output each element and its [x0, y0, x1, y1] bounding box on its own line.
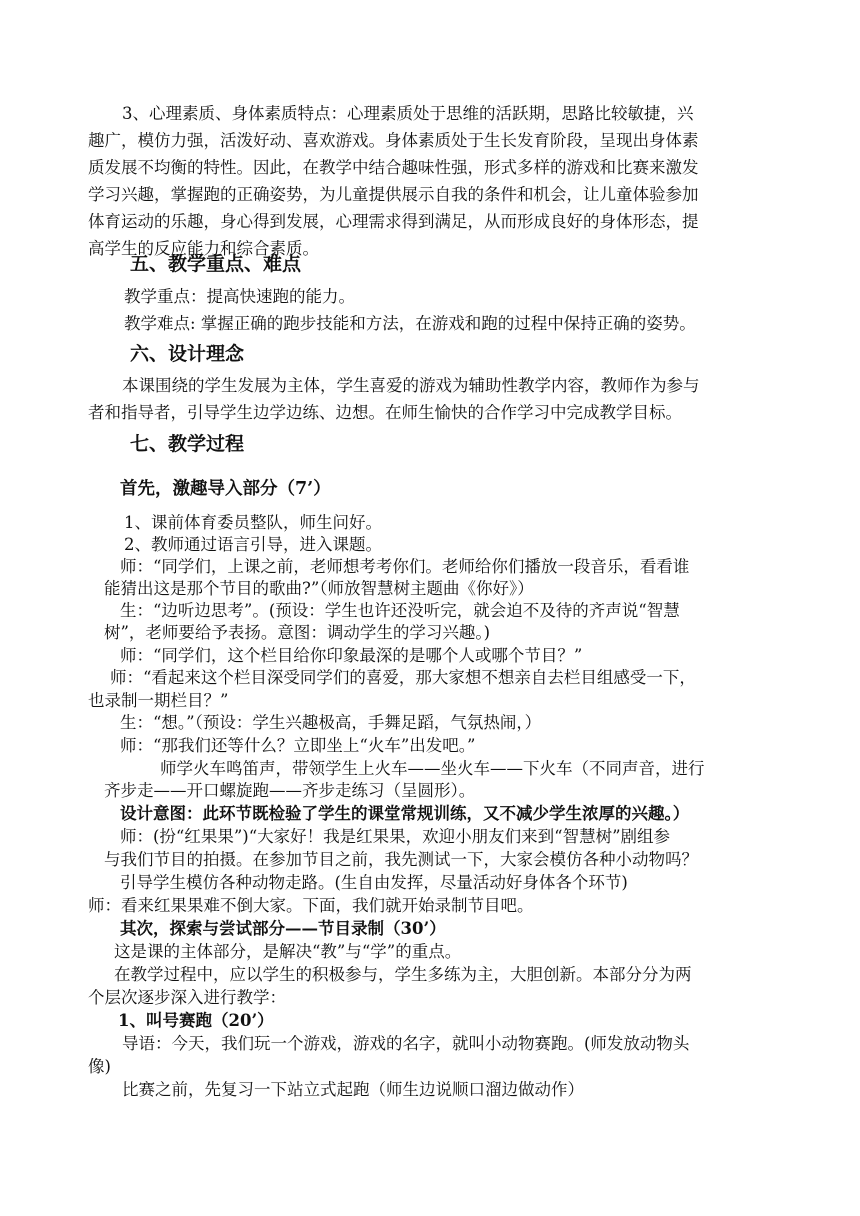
process-line-6: 树”，老师要给予表扬。意图：调动学生的学习兴趣。): [104, 623, 491, 642]
process-line-4: 能猜出这是那个节目的歌曲?”（师放智慧树主题曲《你好》）: [104, 579, 534, 598]
para3-line-2: 趣广，模仿力强，活泼好动、喜欢游戏。身体素质处于生长发育阶段，呈现出身体素: [88, 131, 699, 150]
part2-heading: 其次，探索与尝试部分——节目录制（30’）: [120, 919, 446, 938]
process2-line-3: 引导学生模仿各种动物走路。(生自由发挥，尽量活动好身体各个环节): [120, 873, 628, 892]
process-line-3: 师：“同学们，上课之前，老师想考考你们。老师给你们播放一段音乐，看看谁: [120, 557, 690, 576]
section5-focus: 教学重点：提高快速跑的能力。: [124, 287, 355, 306]
process2-line-2: 与我们节目的拍摄。在参加节目之前，我先测试一下，大家会模仿各种小动物吗？: [104, 850, 698, 869]
process-line-7: 师：“同学们，这个栏目给你印象最深的是哪个人或哪个节目？”: [120, 646, 583, 665]
process-line-10: 生：“想。”（预设：学生兴趣极高，手舞足蹈，气氛热闹，）: [120, 713, 542, 732]
design-intent: 设计意图：此环节既检验了学生的课堂常规训练，又不减少学生浓厚的兴趣。）: [120, 804, 690, 823]
section5-heading: 五、教学重点、难点: [130, 253, 302, 275]
process-line-13: 齐步走——开口螺旋跑——齐步走练习（呈圆形）。: [104, 781, 476, 800]
process-line-8: 师：“看起来这个栏目深受同学们的喜爱，那大家想不想亲自去栏目组感受一下，: [110, 668, 696, 687]
para3-line-6: 高学生的反应能力和综合素质。: [88, 239, 319, 258]
para3-line-1: 3、心理素质、身体素质特点：心理素质处于思维的活跃期，思路比较敏捷，兴: [122, 104, 694, 123]
process-line-1: 1、课前体育委员整队，师生问好。: [124, 513, 382, 532]
process-line-5: 生：“边听边思考”。(预设：学生也许还没听完，就会迫不及待的齐声说“智慧: [120, 601, 680, 620]
sub1-line-1: 导语：今天，我们玩一个游戏，游戏的名字，就叫小动物赛跑。(师发放动物头: [122, 1034, 690, 1053]
section6-heading: 六、设计理念: [130, 343, 245, 365]
section6-line-1: 本课围绕的学生发展为主体，学生喜爱的游戏为辅助性教学内容，教师作为参与: [122, 376, 700, 395]
section5-difficulty: 教学难点: 掌握正确的跑步技能和方法，在游戏和跑的过程中保持正确的姿势。: [124, 314, 696, 333]
para3-line-4: 学习兴趣，掌握跑的正确姿势，为儿童提供展示自我的条件和机会，让儿童体验参加: [88, 185, 699, 204]
part2-line-2: 在教学过程中，应以学生的积极参与，学生多练为主，大胆创新。本部分分为两: [114, 965, 692, 984]
sub1-line-2: 像): [88, 1057, 111, 1076]
section6-line-2: 者和指导者，引导学生边学边练、边想。在师生愉快的合作学习中完成教学目标。: [88, 403, 682, 422]
process-line-2: 2、教师通过语言引导，进入课题。: [124, 535, 382, 554]
part1-heading: 首先，激趣导入部分（7’）: [120, 479, 331, 499]
process-line-9: 也录制一期栏目？”: [88, 691, 229, 710]
section7-heading: 七、教学过程: [130, 433, 245, 455]
sub1-heading: 1、叫号赛跑（20’）: [118, 1011, 274, 1030]
process-line-11: 师：“那我们还等什么？立即坐上“火车”出发吧。”: [120, 736, 476, 755]
para3-line-3: 质发展不均衡的特性。因此，在教学中结合趣味性强，形式多样的游戏和比赛来激发: [88, 158, 699, 177]
part2-line-3: 个层次逐步深入进行教学：: [88, 988, 286, 1007]
para3-line-5: 体育运动的乐趣，身心得到发展，心理需求得到满足，从而形成良好的身体形态，提: [88, 212, 699, 231]
process2-line-4: 师：看来红果果难不倒大家。下面，我们就开始录制节目吧。: [88, 896, 534, 915]
process-line-12: 师学火车鸣笛声，带领学生上火车——坐火车——下火车（不同声音，进行: [160, 759, 705, 778]
sub1-line-3: 比赛之前，先复习一下站立式起跑（师生边说顺口溜边做动作）: [122, 1080, 584, 1099]
process2-line-1: 师：(扮“红果果”)“大家好！我是红果果，欢迎小朋友们来到“智慧树”剧组参: [120, 827, 671, 846]
part2-line-1: 这是课的主体部分，是解决“教”与“学”的重点。: [114, 942, 462, 961]
